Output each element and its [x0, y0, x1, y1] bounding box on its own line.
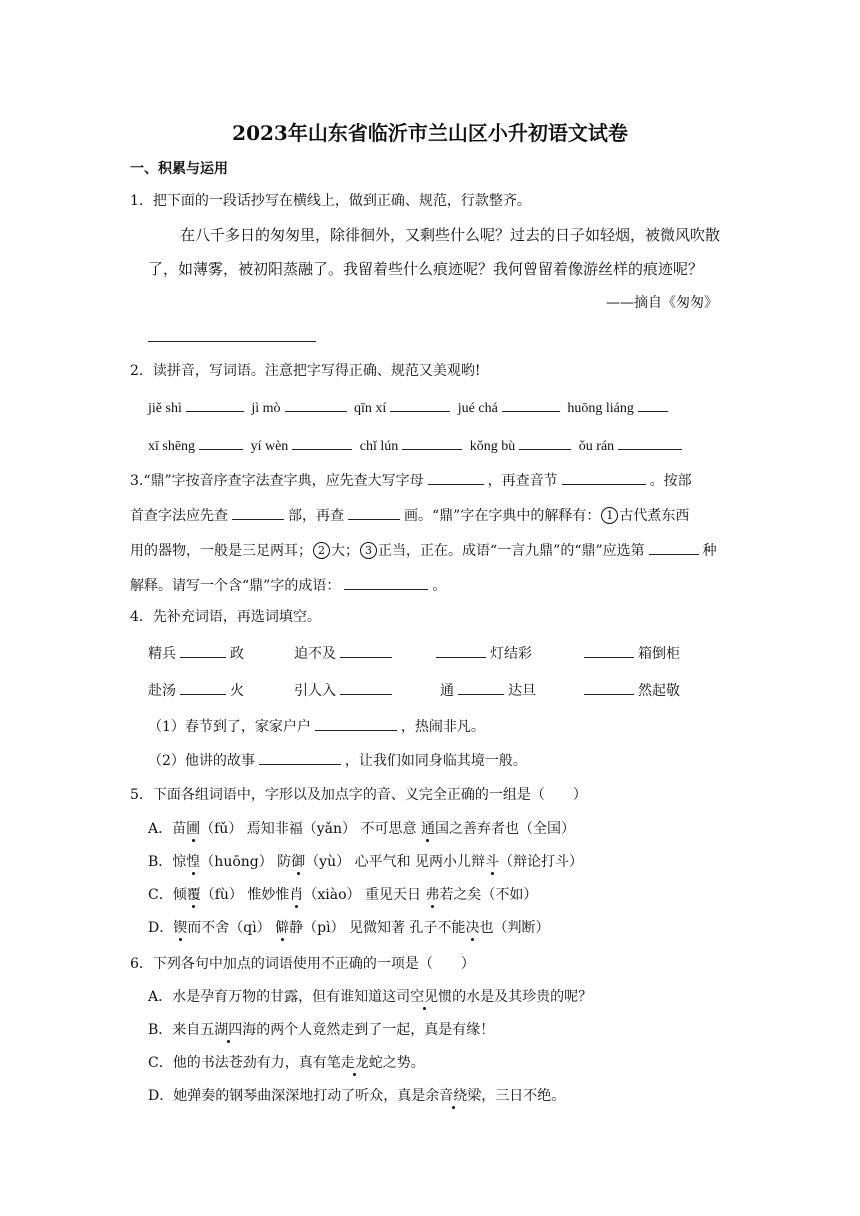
pinyin: kǒng bù	[469, 439, 516, 454]
pinyin: yí wèn	[250, 439, 289, 454]
q4-idiom-4	[584, 643, 680, 663]
q3-line3	[130, 540, 717, 560]
q3-text: 大；	[331, 543, 359, 559]
q6-option-a[interactable]	[148, 986, 592, 1006]
dotted-char: 决	[465, 920, 480, 936]
q1-source: ——摘自《匆匆》	[606, 295, 718, 311]
dotted-char: 锲	[173, 920, 188, 936]
q3-text: 首查字法应先查	[130, 508, 228, 524]
answer-blank[interactable]	[180, 643, 226, 658]
answer-blank[interactable]	[180, 680, 226, 695]
section-heading: 一、积累与运用	[130, 161, 228, 177]
q5-stem: 5．下面各组词语中，字形以及加点字的音、义完全正确的一组是（ ）	[130, 787, 587, 803]
option-text: 的两个人竟然走到了一起，真是有缘！	[256, 1022, 495, 1038]
answer-blank[interactable]	[402, 435, 462, 450]
q3-line1	[130, 470, 692, 490]
q5-option-d[interactable]	[148, 917, 549, 937]
answer-blank[interactable]	[584, 643, 634, 658]
option-text: 若之矣（不如）	[439, 887, 538, 903]
q5-option-b[interactable]	[148, 851, 583, 871]
q5-option-c[interactable]	[148, 884, 537, 904]
option-text: 也（判断）	[479, 920, 550, 936]
idiom-part: 通	[440, 683, 454, 699]
idiom-part: 精兵	[148, 646, 176, 662]
answer-blank[interactable]	[562, 470, 646, 485]
option-text: B．来自	[148, 1022, 201, 1038]
q6-stem: 6．下列各句中加点的词语使用不正确的一项是（ ）	[130, 956, 475, 972]
option-text: 的水是及其珍贵的呢？	[452, 989, 593, 1005]
option-text: ，三日不绝。	[481, 1088, 566, 1104]
dotted-phrase: 余音绕梁	[425, 1088, 482, 1104]
answer-blank[interactable]	[344, 575, 428, 590]
option-text: 静（pì） 见微知著 孔子不能	[289, 920, 466, 936]
answer-blank[interactable]	[618, 435, 682, 450]
q4-idiom-2	[294, 643, 396, 663]
dotted-char: 圃	[186, 821, 201, 837]
answer-blank[interactable]	[436, 643, 486, 658]
answer-blank[interactable]	[285, 397, 347, 412]
answer-blank[interactable]	[186, 397, 244, 412]
dotted-phrase: 笔走龙蛇	[326, 1055, 383, 1071]
answer-blank[interactable]	[458, 680, 504, 695]
option-text: D．她弹奏的钢琴曲深深地打动了听众，真是	[148, 1088, 426, 1104]
dotted-char: 僻	[275, 920, 290, 936]
pinyin: huōng liáng	[567, 401, 634, 416]
q4-idiom-7	[440, 680, 536, 700]
pinyin: jì mò	[251, 401, 281, 416]
sentence-text: ，让我们如同身临其境一般。	[344, 753, 527, 769]
pinyin: ǒu rán	[578, 439, 615, 454]
q1-stem: 1．把下面的一段话抄写在横线上，做到正确、规范，行款整齐。	[130, 193, 531, 209]
idiom-part: 然起敬	[638, 683, 680, 699]
pinyin: jiě shì	[148, 401, 182, 416]
option-text: （fù） 惟妙惟	[200, 887, 290, 903]
pinyin: jué chá	[457, 401, 498, 416]
answer-blank[interactable]	[199, 435, 243, 450]
idiom-part: 箱倒柜	[638, 646, 680, 662]
idiom-part: 赴汤	[148, 683, 176, 699]
option-text: （yù） 心平气和 见两小儿辩	[305, 854, 486, 870]
answer-blank[interactable]	[649, 540, 699, 555]
answer-blank[interactable]	[584, 680, 634, 695]
answer-blank[interactable]	[315, 716, 397, 731]
q3-text: 画。“鼎”字在字典中的解释有：	[404, 508, 601, 524]
idiom-part: 迫不及	[294, 646, 336, 662]
dotted-char: 弗	[425, 887, 440, 903]
sentence-text: ，热闹非凡。	[400, 719, 485, 735]
idiom-part: 达旦	[508, 683, 536, 699]
option-text: （xiào） 重见天日	[303, 887, 426, 903]
idiom-part: 政	[230, 646, 244, 662]
dotted-char: 通	[420, 821, 435, 837]
q3-text: 正当，正在。成语“一言九鼎”的“鼎”应选第	[378, 543, 645, 559]
q4-idiom-8	[584, 680, 680, 700]
dotted-phrase: 五湖四海	[200, 1022, 257, 1038]
circled-number: 2	[313, 542, 330, 559]
dotted-char: 惶	[186, 854, 201, 870]
dotted-phrase: 司空见惯	[396, 989, 453, 1005]
q5-option-a[interactable]	[148, 818, 575, 838]
q4-sentence-2	[148, 750, 527, 770]
option-text: C．他的书法苍劲有力，真有	[148, 1055, 327, 1071]
q3-text: 解释。请写一个含“鼎”字的成语：	[130, 578, 341, 594]
option-text: 国之善弃者也（全国）	[434, 821, 575, 837]
idiom-part: 引人入	[294, 683, 336, 699]
answer-blank[interactable]	[428, 470, 484, 485]
sentence-text: （2）他讲的故事	[148, 753, 255, 769]
q4-idiom-1	[148, 643, 244, 663]
pinyin: chǐ lún	[359, 439, 399, 454]
q3-text: 。	[432, 578, 447, 594]
answer-blank[interactable]	[638, 397, 668, 412]
answer-blank[interactable]	[519, 435, 571, 450]
option-text: （辩论打斗）	[499, 854, 584, 870]
option-text: A．水是孕育万物的甘露，但有谁知道这	[148, 989, 397, 1005]
q3-text: 古代煮东西	[619, 508, 690, 524]
q1-passage-line2: 了，如薄雾，被初阳蒸融了。我留着些什么痕迹呢？我何曾留着像游丝样的痕迹呢？	[148, 260, 704, 278]
q1-passage-line1: 在八千多日的匆匆里，除徘徊外，又剩些什么呢？过去的日子如轻烟，被微风吹散	[180, 226, 721, 244]
q3-text: 种	[702, 543, 717, 559]
option-text: 而不舍（qì）	[187, 920, 276, 936]
dotted-char: 覆	[186, 887, 201, 903]
option-text: （huōng） 防	[200, 854, 292, 870]
answer-blank[interactable]	[232, 505, 284, 520]
q3-text: ，再查音节	[487, 473, 558, 489]
q4-idiom-5	[148, 680, 244, 700]
exam-title: 2023年山东省临沂市兰山区小升初语文试卷	[232, 121, 628, 145]
sentence-text: （1）春节到了，家家户户	[148, 719, 311, 735]
option-text: B．惊	[148, 854, 187, 870]
q3-text: 。按部	[649, 473, 692, 489]
circled-number: 1	[601, 507, 618, 524]
q2-stem: 2．读拼音，写词语。注意把字写得正确、规范又美观哟!	[130, 363, 481, 379]
q6-option-c[interactable]	[148, 1052, 425, 1072]
q4-idiom-6	[294, 680, 396, 700]
dotted-char: 肖	[289, 887, 304, 903]
circled-number: 3	[360, 542, 377, 559]
q1-answer-line[interactable]	[148, 341, 316, 342]
q3-text: 部，再查	[288, 508, 344, 524]
q2-pinyin-row2	[148, 435, 686, 455]
q3-line2	[130, 505, 689, 525]
answer-blank[interactable]	[390, 397, 450, 412]
q3-text: 用的器物，一般是三足两耳；	[130, 543, 312, 559]
dotted-char: 斗	[485, 854, 500, 870]
q6-option-d[interactable]	[148, 1085, 565, 1105]
q4-idiom-3	[436, 643, 532, 663]
pinyin: xī shēng	[148, 439, 196, 454]
answer-blank[interactable]	[340, 680, 392, 695]
answer-blank[interactable]	[292, 435, 352, 450]
answer-blank[interactable]	[348, 505, 400, 520]
answer-blank[interactable]	[259, 750, 341, 765]
option-text: 之势。	[382, 1055, 425, 1071]
q3-text: 3.“鼎”字按音序查字法查字典，应先查大写字母	[130, 473, 424, 489]
answer-blank[interactable]	[502, 397, 560, 412]
option-text: C．倾	[148, 887, 187, 903]
option-text: D．	[148, 920, 174, 936]
idiom-part: 灯结彩	[490, 646, 532, 662]
q4-stem: 4．先补充词语，再选词填空。	[130, 609, 321, 625]
q4-sentence-1	[148, 716, 485, 736]
answer-blank[interactable]	[340, 643, 392, 658]
option-text: （fǔ） 焉知非福（yǎn） 不可思意	[200, 821, 421, 837]
pinyin: qīn xí	[354, 401, 387, 416]
q3-line4	[130, 575, 446, 595]
idiom-part: 火	[230, 683, 244, 699]
option-text: A．苗	[148, 821, 187, 837]
q6-option-b[interactable]	[148, 1019, 494, 1039]
q2-pinyin-row1	[148, 397, 672, 417]
dotted-char: 御	[291, 854, 306, 870]
